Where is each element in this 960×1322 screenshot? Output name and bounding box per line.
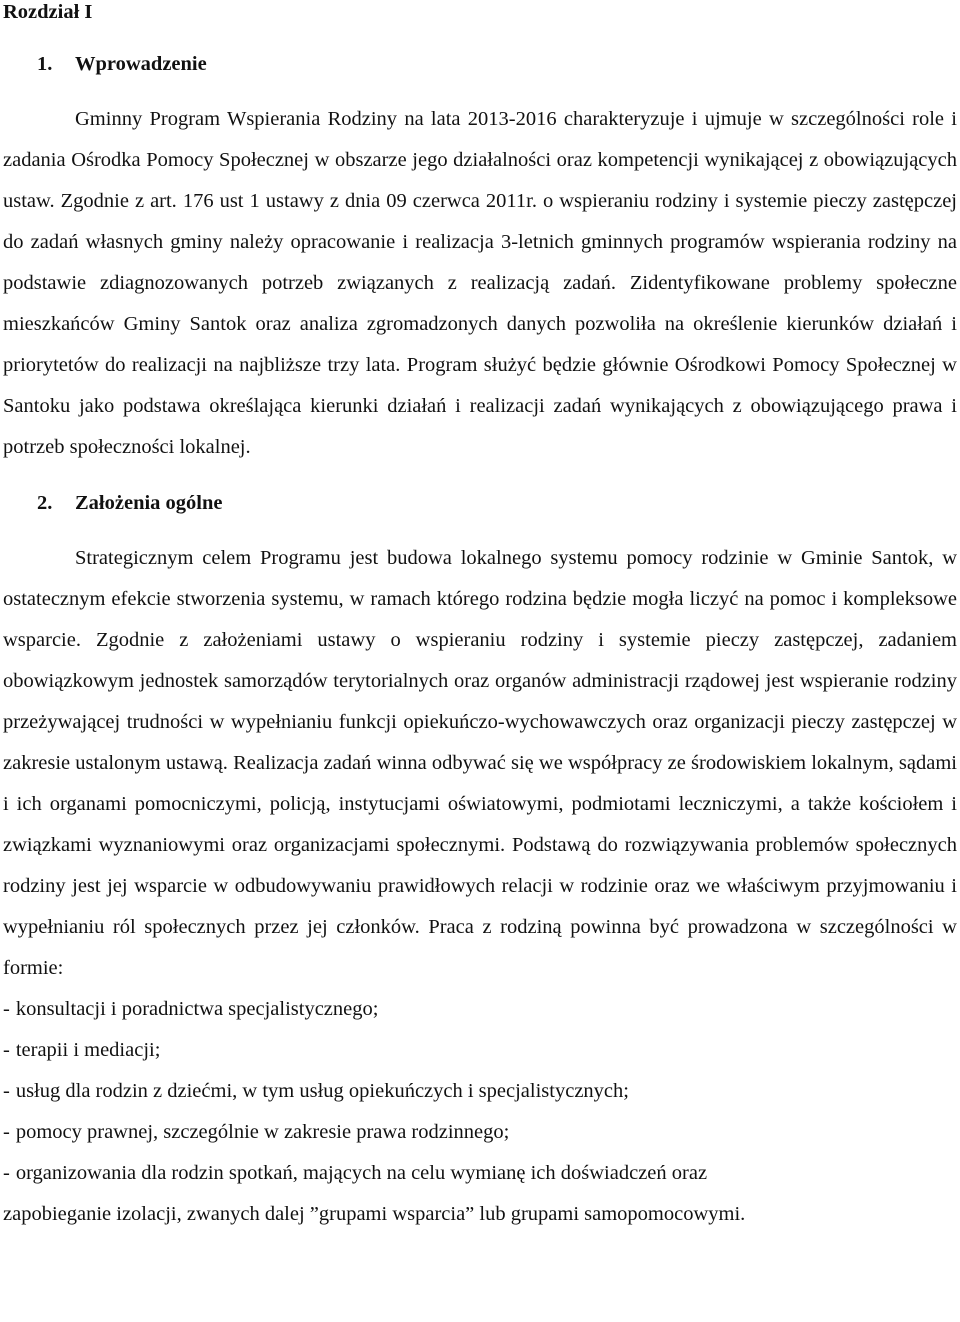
list-item-text: konsultacji i poradnictwa specjalistycznego; — [15, 998, 379, 1020]
section-paragraph: Strategicznym celem Programu jest budowa lokalnego systemu pomocy rodzinie w Gminie Santok, w ostatecznym efekcie stworzenia systemu, w ramach którego rodzina będzie mogła liczyć na pomoc i kompleksowe wsparcie. Zgodnie z założeniami ustawy o wspieraniu rodziny i systemie pieczy zastępczej, zadaniem obowiązkowym jednostek samorządów terytorialnych oraz organów administracji rządowej jest wspieranie rodziny przeżywającej trudności w wypełnianiu funkcji opiekuńczo-wychowawczych oraz organizacji pieczy zastępczej w zakresie ustalonym ustawą. Realizacja zadań winna odbywać się we współpracy ze środowiskiem lokalnym, sądami i ich organami pomocniczymi, policją, instytucjami oświatowymi, podmiotami leczniczymi, a także kościołem i związkami wyznaniowymi oraz organizacjami społecznymi. Podstawą do rozwiązywania problemów społecznych rodziny jest jej wsparcie w odbudowywaniu prawidłowych relacji w rodzinie oraz we właściwym przyjmowaniu i wypełnianiu ról społecznych przez jej członków. Praca z rodziną powinna być prowadzona w szczególności w formie: — [3, 547, 957, 979]
list-item — [3, 1030, 957, 1071]
section-paragraph: Gminny Program Wspierania Rodziny na lata 2013-2016 charakteryzuje i ujmuje w szczególności role i zadania Ośrodka Pomocy Społecznej w obszarze jego działalności oraz kompetencji wynikającej z obowiązujących ustaw. Zgodnie z art. 176 ust 1 ustawy z dnia 09 czerwca 2011r. o wspieraniu rodziny i systemie pieczy zastępczej do zadań własnych gminy należy opracowanie i realizacja 3-letnich gminnych programów wspierania rodziny na podstawie zdiagnozowanych potrzeb związanych z realizacją zadań. Zidentyfikowane problemy społeczne mieszkańców Gminy Santok oraz analiza zgromadzonych danych pozwoliła na określenie kierunków działań i priorytetów do realizacji na najbliższe trzy lata. Program służyć będzie głównie Ośrodkowi Pomocy Społecznej w Santoku jako podstawa określająca kierunki działań i realizacji zadań wynikających z obowiązującego prawa i potrzeb społeczności lokalnej. — [3, 108, 957, 458]
section-title: Wprowadzenie — [75, 53, 207, 75]
section-heading — [3, 44, 957, 85]
list-bullet: - — [3, 1162, 10, 1184]
section-introduction — [3, 44, 957, 468]
list-item-text: usług dla rodzin z dziećmi, w tym usług opiekuńczych i specjalistycznych; — [15, 1080, 629, 1102]
section-heading — [3, 483, 957, 524]
section-title: Założenia ogólne — [75, 492, 223, 514]
list-bullet: - — [3, 1039, 10, 1061]
list-item — [3, 989, 957, 1030]
list-bullet: - — [3, 1080, 10, 1102]
list-item — [3, 1153, 957, 1194]
section-number: 1. — [37, 53, 53, 75]
list-item-text: organizowania dla rodzin spotkań, mających na celu wymianę ich doświadczeń oraz — [15, 1162, 708, 1184]
document-page — [3, 0, 957, 1235]
list-item — [3, 1112, 957, 1153]
list-item — [3, 1071, 957, 1112]
forms-of-work-list — [3, 989, 957, 1194]
list-continuation: zapobieganie izolacji, zwanych dalej ”grupami wsparcia” lub grupami samopomocowymi. — [3, 1203, 746, 1225]
list-item-text: pomocy prawnej, szczególnie w zakresie prawa rodzinnego; — [15, 1121, 510, 1143]
section-general-assumptions — [3, 483, 957, 1235]
list-bullet: - — [3, 998, 10, 1020]
chapter-title: Rozdział I — [3, 1, 93, 23]
list-bullet: - — [3, 1121, 10, 1143]
list-item-text: terapii i mediacji; — [15, 1039, 161, 1061]
section-number: 2. — [37, 492, 53, 514]
